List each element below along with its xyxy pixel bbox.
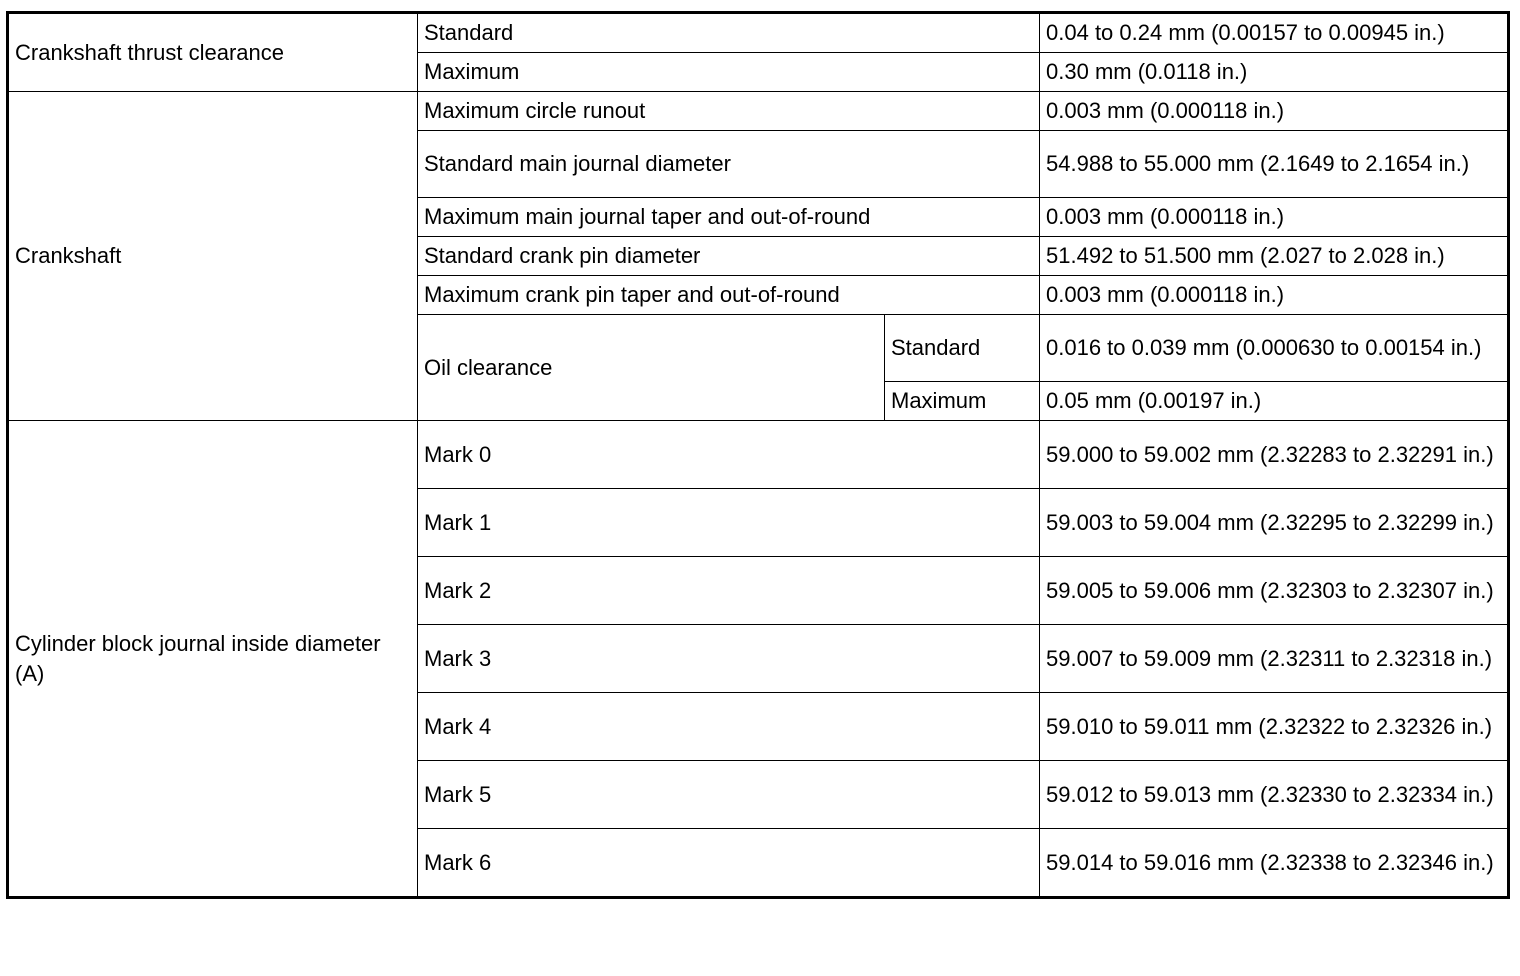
item-cell: Mark 4 xyxy=(418,693,1040,761)
value-cell: 0.05 mm (0.00197 in.) xyxy=(1040,382,1509,421)
value-cell: 0.003 mm (0.000118 in.) xyxy=(1040,92,1509,131)
value-cell: 59.007 to 59.009 mm (2.32311 to 2.32318 in.) xyxy=(1040,625,1509,693)
sub-item-cell: Standard xyxy=(885,315,1040,382)
value-cell: 59.000 to 59.002 mm (2.32283 to 2.32291 in.) xyxy=(1040,421,1509,489)
item-cell: Mark 1 xyxy=(418,489,1040,557)
value-cell: 0.30 mm (0.0118 in.) xyxy=(1040,53,1509,92)
item-cell: Maximum xyxy=(418,53,1040,92)
item-cell: Standard xyxy=(418,13,1040,53)
table-row xyxy=(8,421,1509,489)
value-cell: 59.012 to 59.013 mm (2.32330 to 2.32334 in.) xyxy=(1040,761,1509,829)
value-cell: 59.010 to 59.011 mm (2.32322 to 2.32326 in.) xyxy=(1040,693,1509,761)
value-cell: 0.003 mm (0.000118 in.) xyxy=(1040,198,1509,237)
table-row xyxy=(8,92,1509,131)
table-row xyxy=(8,13,1509,53)
group-label-cylinder-block: Cylinder block journal inside diameter (A) xyxy=(8,421,418,898)
item-cell: Maximum circle runout xyxy=(418,92,1040,131)
item-cell: Standard crank pin diameter xyxy=(418,237,1040,276)
value-cell: 59.003 to 59.004 mm (2.32295 to 2.32299 in.) xyxy=(1040,489,1509,557)
group-label-thrust-clearance: Crankshaft thrust clearance xyxy=(8,13,418,92)
item-cell: Mark 6 xyxy=(418,829,1040,898)
item-cell: Mark 5 xyxy=(418,761,1040,829)
value-cell: 51.492 to 51.500 mm (2.027 to 2.028 in.) xyxy=(1040,237,1509,276)
item-cell: Mark 3 xyxy=(418,625,1040,693)
value-cell: 54.988 to 55.000 mm (2.1649 to 2.1654 in.) xyxy=(1040,131,1509,198)
item-cell: Mark 0 xyxy=(418,421,1040,489)
value-cell: 0.04 to 0.24 mm (0.00157 to 0.00945 in.) xyxy=(1040,13,1509,53)
oil-clearance-label: Oil clearance xyxy=(418,315,885,421)
item-cell: Standard main journal diameter xyxy=(418,131,1040,198)
value-cell: 0.016 to 0.039 mm (0.000630 to 0.00154 in.) xyxy=(1040,315,1509,382)
sub-item-cell: Maximum xyxy=(885,382,1040,421)
value-cell: 59.014 to 59.016 mm (2.32338 to 2.32346 in.) xyxy=(1040,829,1509,898)
item-cell: Maximum main journal taper and out-of-round xyxy=(418,198,1040,237)
group-label-crankshaft: Crankshaft xyxy=(8,92,418,421)
value-cell: 59.005 to 59.006 mm (2.32303 to 2.32307 in.) xyxy=(1040,557,1509,625)
item-cell: Mark 2 xyxy=(418,557,1040,625)
spec-table xyxy=(6,11,1510,899)
value-cell: 0.003 mm (0.000118 in.) xyxy=(1040,276,1509,315)
item-cell: Maximum crank pin taper and out-of-round xyxy=(418,276,1040,315)
